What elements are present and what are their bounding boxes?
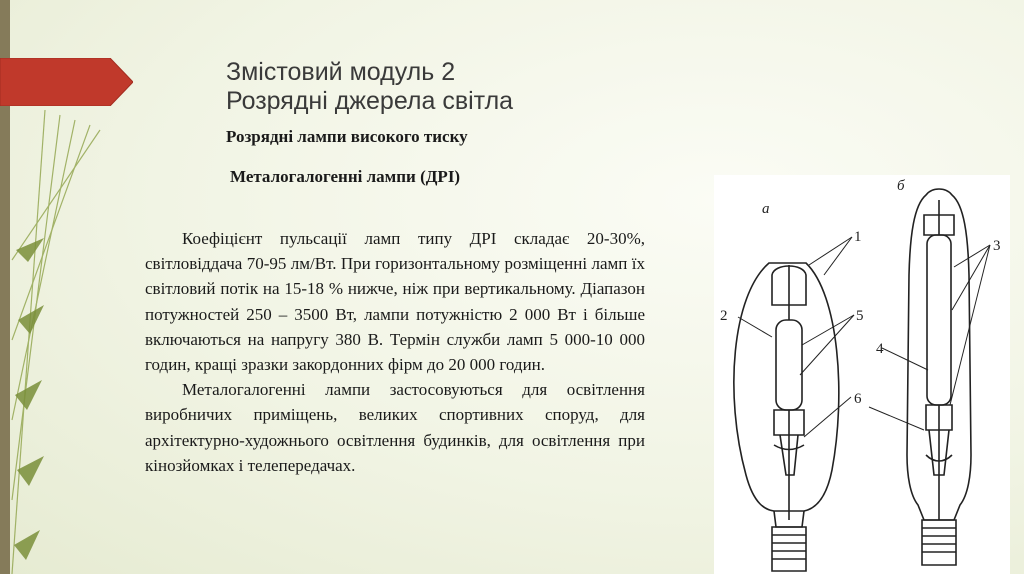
paragraph-1: Коефіцієнт пульсації ламп типу ДРІ складає 20-30%, світловіддача 70-95 лм/Вт. При горизонтальному розміщенні ламп їх світловий потік на 15-18 % нижче, ніж при вертикальному. Діапазон потужностей 250 – 3500 Вт, лампи потужністю 2 000 Вт і більше включаються на напругу 380 В. Термін служби ламп 5 000-10 000 годин, кращі зразки закордонних фірм до 20 000 годин. (145, 229, 645, 375)
label-b: б (897, 178, 905, 194)
callout-3: 3 (993, 238, 1001, 254)
callout-5: 5 (856, 308, 864, 324)
lamp-a-base (772, 527, 806, 571)
lamp-a-arc-tube (776, 320, 802, 410)
title-line-1: Змістовий модуль 2 (226, 58, 456, 86)
title-line-2: Розрядні джерела світла (226, 87, 514, 115)
slide-title (226, 58, 513, 116)
lamp-b-arc-tube (927, 235, 951, 405)
paragraph-2: Металогалогенні лампи застосовуються для освітлення виробничих приміщень, великих спортивних споруд, для архітектурно-художнього освітлення будинків, для освітлення при кінозйомках і телепередачах. (145, 380, 645, 475)
label-a: а (762, 201, 770, 217)
title-accent-tab (0, 58, 133, 106)
body-text (145, 226, 645, 478)
callout-4: 4 (876, 341, 884, 357)
callout-6: 6 (854, 391, 862, 407)
callout-2: 2 (720, 308, 728, 324)
section-heading: Металогалогенні лампи (ДРІ) (230, 167, 461, 186)
callout-1: 1 (854, 229, 862, 245)
lamp-b-base (922, 520, 956, 565)
lamp-diagram (714, 175, 1010, 574)
slide-subtitle: Розрядні лампи високого тиску (226, 127, 468, 146)
